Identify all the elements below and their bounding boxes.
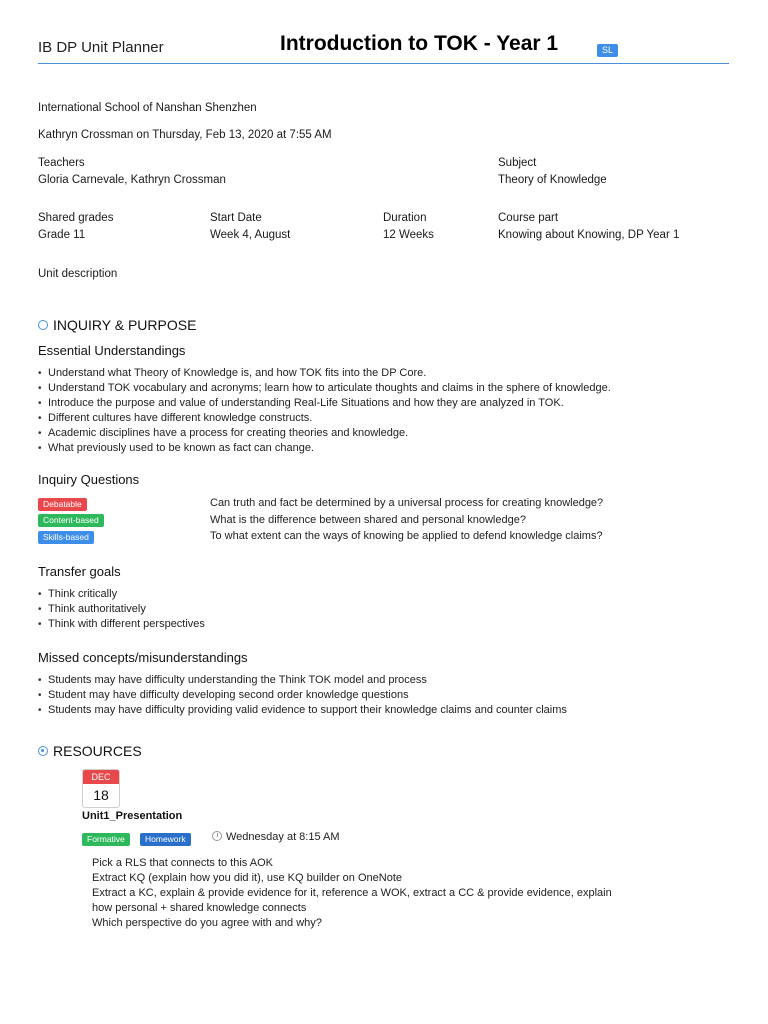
list-item: • Academic disciplines have a process for creating theories and knowledge. [38, 426, 611, 441]
resources-heading-text: RESOURCES [53, 743, 142, 759]
header-divider [38, 63, 729, 64]
calendar-day: 18 [93, 787, 109, 803]
inquiry-purpose-heading [38, 317, 196, 333]
due-time [212, 831, 340, 843]
course-part-value: Knowing about Knowing, DP Year 1 [498, 229, 680, 241]
clock-icon [212, 831, 222, 841]
resource-notes [92, 856, 612, 931]
grades-label: Shared grades [38, 212, 114, 224]
unit-description-label: Unit description [38, 268, 118, 280]
note-line: how personal + shared knowledge connects [92, 902, 307, 914]
due-time-text: Wednesday at 8:15 AM [226, 831, 340, 843]
essential-understandings-list [38, 366, 611, 456]
calendar-month: DEC [83, 770, 119, 784]
list-item: • Students may have difficulty understanding the Think TOK model and process [38, 673, 567, 688]
question-skills-based: To what extent can the ways of knowing be applied to defend knowledge claims? [210, 530, 603, 542]
list-item: • What previously used to be known as fact can change. [38, 441, 611, 456]
duration-value: 12 Weeks [383, 229, 434, 241]
duration-label: Duration [383, 212, 427, 224]
start-date-value: Week 4, August [210, 229, 291, 241]
question-content-based: What is the difference between shared and personal knowledge? [210, 514, 526, 526]
skills-based-tag: Skills-based [38, 531, 94, 544]
list-item: • Different cultures have different knowledge constructs. [38, 411, 611, 426]
subject-value: Theory of Knowledge [498, 174, 607, 186]
essential-understandings-heading: Essential Understandings [38, 343, 186, 358]
calendar-date-icon [82, 769, 120, 808]
formative-tag: Formative [82, 833, 130, 846]
inquiry-questions-heading: Inquiry Questions [38, 472, 140, 487]
missed-concepts-heading: Missed concepts/misunderstandings [38, 650, 248, 665]
list-item: • Think critically [38, 587, 205, 602]
list-item: • Think with different perspectives [38, 617, 205, 632]
inquiry-icon [38, 320, 48, 330]
list-item: • Students may have difficulty providing valid evidence to support their knowledge claims and counter claims [38, 703, 567, 718]
list-item: • Understand TOK vocabulary and acronyms; learn how to articulate thoughts and claims in the sphere of knowledge. [38, 381, 611, 396]
note-line: Pick a RLS that connects to this AOK [92, 857, 273, 869]
start-date-label: Start Date [210, 212, 262, 224]
debatable-tag: Debatable [38, 498, 87, 511]
inquiry-heading-text: INQUIRY & PURPOSE [53, 317, 197, 333]
homework-tag: Homework [140, 833, 191, 846]
note-line: Which perspective do you agree with and why? [92, 917, 322, 929]
author-line: Kathryn Crossman on Thursday, Feb 13, 2020 at 7:55 AM [38, 129, 332, 141]
content-based-tag: Content-based [38, 514, 104, 527]
resource-title[interactable]: Unit1_Presentation [82, 810, 183, 822]
course-part-label: Course part [498, 212, 559, 224]
level-badge: SL [597, 44, 618, 57]
teachers-value: Gloria Carnevale, Kathryn Crossman [38, 174, 226, 186]
list-item: • Introduce the purpose and value of understanding Real-Life Situations and how they are analyzed in TOK. [38, 396, 611, 411]
list-item: • Student may have difficulty developing second order knowledge questions [38, 688, 567, 703]
resources-icon [38, 746, 48, 756]
grades-value: Grade 11 [38, 229, 86, 241]
transfer-goals-heading: Transfer goals [38, 564, 121, 579]
planner-label: IB DP Unit Planner [38, 39, 164, 56]
unit-title: Introduction to TOK - Year 1 [280, 32, 559, 55]
subject-label: Subject [498, 157, 537, 169]
note-line: Extract KQ (explain how you did it), use KQ builder on OneNote [92, 872, 402, 884]
school-name: International School of Nanshan Shenzhen [38, 102, 257, 114]
missed-concepts-list [38, 673, 567, 718]
note-line: Extract a KC, explain & provide evidence for it, reference a WOK, extract a CC & provide evidence, explain [92, 887, 612, 899]
list-item: • Think authoritatively [38, 602, 205, 617]
list-item: • Understand what Theory of Knowledge is, and how TOK fits into the DP Core. [38, 366, 611, 381]
transfer-goals-list [38, 587, 205, 632]
question-debatable: Can truth and fact be determined by a universal process for creating knowledge? [210, 497, 604, 509]
teachers-label: Teachers [38, 157, 85, 169]
resources-heading [38, 743, 142, 759]
